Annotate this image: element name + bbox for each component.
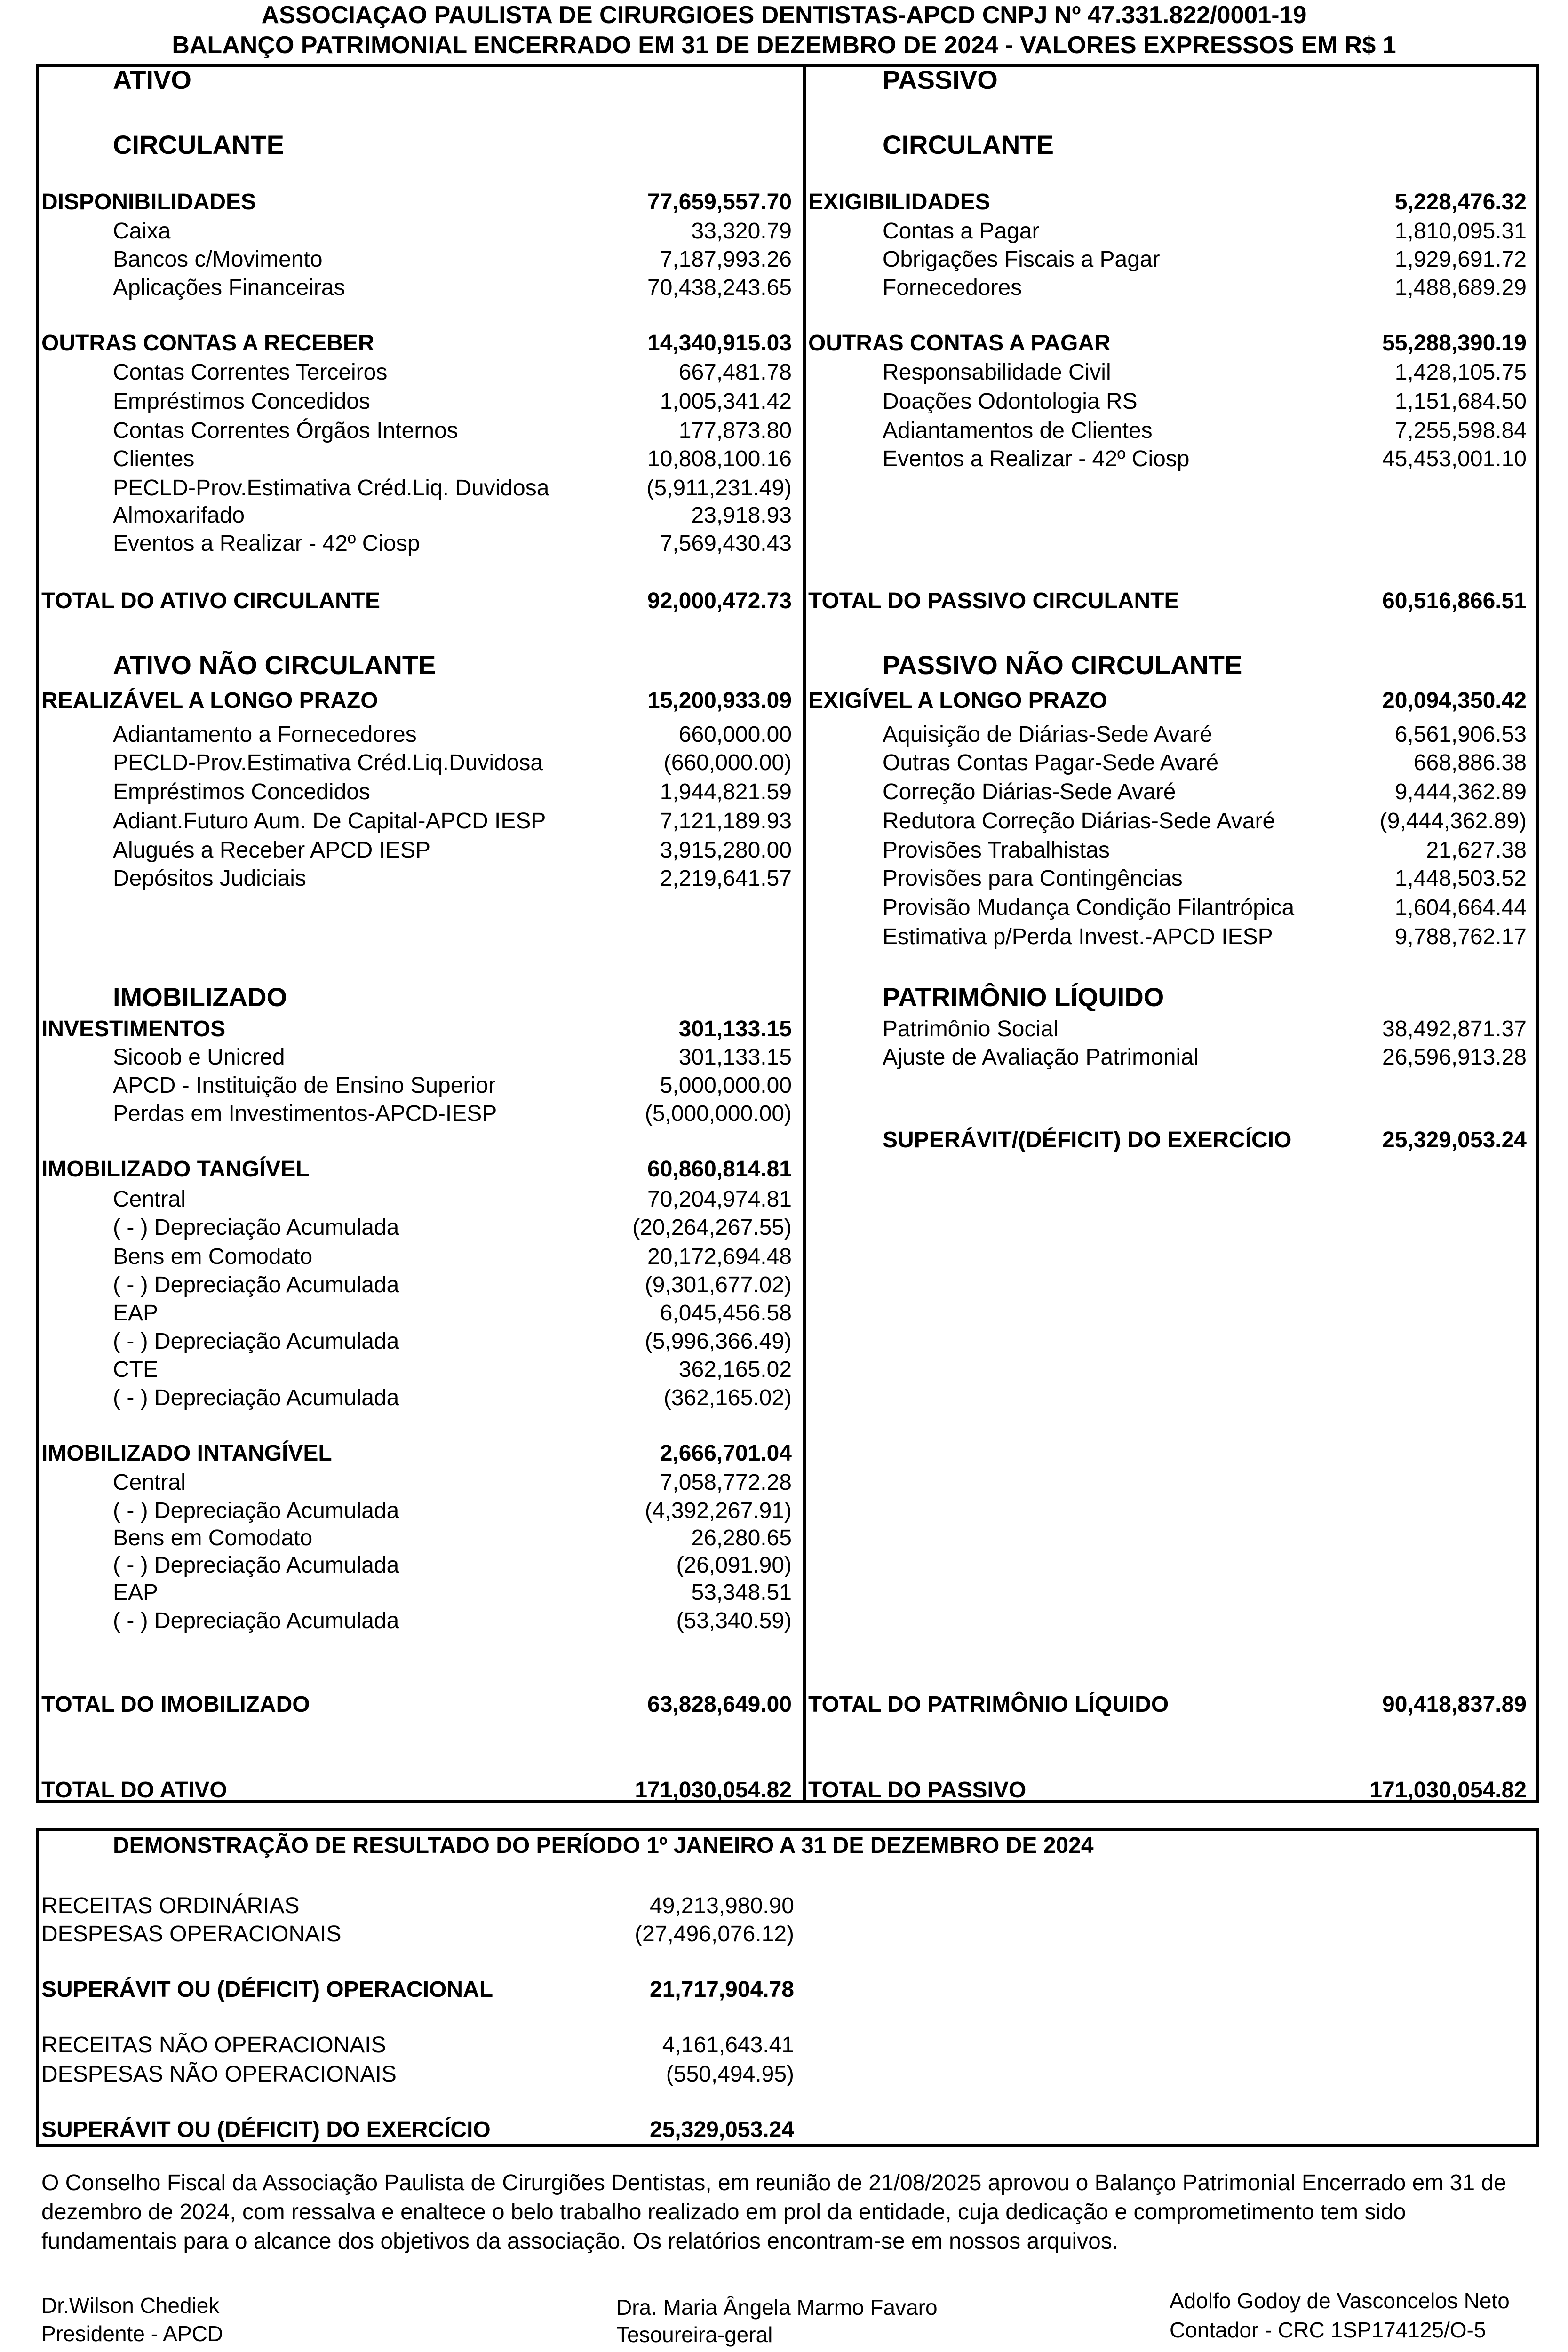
- line-item-label: Patrimônio Social: [883, 1017, 1059, 1041]
- total-ativo-circulante-value: 92,000,472.73: [647, 588, 792, 613]
- line-item-value: (5,996,366.49): [645, 1329, 792, 1354]
- outras-pagar-label: OUTRAS CONTAS A PAGAR: [808, 331, 1111, 356]
- line-item-label: PECLD-Prov.Estimativa Créd.Liq. Duvidosa: [113, 476, 549, 501]
- line-item-value: 70,204,974.81: [647, 1187, 792, 1212]
- line-item-value: 1,810,095.31: [1394, 219, 1527, 244]
- total-imobilizado-value: 63,828,649.00: [647, 1692, 792, 1717]
- line-item-label: Bens em Comodato: [113, 1244, 313, 1269]
- investimentos-label: INVESTIMENTOS: [41, 1017, 226, 1041]
- line-item-value: (5,911,231.49): [646, 476, 792, 501]
- line-item-label: ( - ) Depreciação Acumulada: [113, 1272, 399, 1297]
- exigivel-label: EXIGÍVEL A LONGO PRAZO: [808, 688, 1107, 713]
- dre-row-value: 21,717,904.78: [650, 1977, 794, 2002]
- line-item-value: (4,392,267.91): [645, 1498, 792, 1523]
- line-item-label: ( - ) Depreciação Acumulada: [113, 1329, 399, 1354]
- outras-pagar-value: 55,288,390.19: [1382, 331, 1527, 356]
- superavit-value: 25,329,053.24: [1382, 1128, 1527, 1152]
- exigibilidades-value: 5,228,476.32: [1394, 190, 1527, 215]
- line-item-label: Empréstimos Concedidos: [113, 779, 370, 804]
- line-item-label: Adiant.Futuro Aum. De Capital-APCD IESP: [113, 809, 546, 834]
- line-item-value: 7,255,598.84: [1394, 418, 1527, 443]
- total-ativo-label: TOTAL DO ATIVO: [41, 1778, 227, 1803]
- line-item-value: 1,604,664.44: [1394, 895, 1527, 920]
- line-item-label: Caixa: [113, 219, 171, 244]
- line-item-value: 9,788,762.17: [1394, 924, 1527, 949]
- line-item-label: Bancos c/Movimento: [113, 247, 323, 272]
- line-item-value: 1,448,503.52: [1394, 866, 1527, 891]
- intangivel-label: IMOBILIZADO INTANGÍVEL: [41, 1441, 332, 1466]
- investimentos-value: 301,133.15: [678, 1017, 792, 1041]
- line-item-label: Bens em Comodato: [113, 1526, 313, 1550]
- line-item-value: (53,340.59): [676, 1608, 792, 1633]
- total-ativo-circulante-label: TOTAL DO ATIVO CIRCULANTE: [41, 588, 380, 613]
- line-item-value: (362,165.02): [663, 1385, 792, 1410]
- line-item-value: 6,045,456.58: [660, 1301, 792, 1326]
- line-item-value: 23,918.93: [691, 503, 792, 528]
- line-item-label: Empréstimos Concedidos: [113, 389, 370, 414]
- line-item-label: Adiantamento a Fornecedores: [113, 722, 417, 747]
- disponibilidades-value: 77,659,557.70: [647, 190, 792, 215]
- line-item-label: Contas Correntes Terceiros: [113, 360, 388, 385]
- dre-row-value: (27,496,076.12): [635, 1922, 794, 1947]
- line-item-label: ( - ) Depreciação Acumulada: [113, 1215, 399, 1240]
- line-item-value: 7,058,772.28: [660, 1470, 792, 1495]
- line-item-value: 70,438,243.65: [647, 275, 792, 300]
- line-item-value: 1,929,691.72: [1394, 247, 1527, 272]
- line-item-value: 21,627.38: [1426, 838, 1527, 863]
- dre-row-label: DESPESAS NÃO OPERACIONAIS: [41, 2062, 397, 2087]
- line-item-value: 38,492,871.37: [1382, 1017, 1527, 1041]
- line-item-label: Responsabilidade Civil: [883, 360, 1111, 385]
- column-divider: [803, 64, 806, 1803]
- line-item-label: Central: [113, 1187, 186, 1212]
- line-item-label: Central: [113, 1470, 186, 1495]
- line-item-value: 667,481.78: [678, 360, 792, 385]
- line-item-value: 2,219,641.57: [660, 866, 792, 891]
- line-item-label: Eventos a Realizar - 42º Ciosp: [883, 446, 1190, 471]
- line-item-label: Aquisição de Diárias-Sede Avaré: [883, 722, 1212, 747]
- line-item-label: Perdas em Investimentos-APCD-IESP: [113, 1101, 497, 1126]
- line-item-label: ( - ) Depreciação Acumulada: [113, 1608, 399, 1633]
- dre-row-value: 25,329,053.24: [650, 2117, 794, 2142]
- line-item-value: 1,944,821.59: [660, 779, 792, 804]
- line-item-label: Alugués a Receber APCD IESP: [113, 838, 431, 863]
- total-passivo-circulante-label: TOTAL DO PASSIVO CIRCULANTE: [808, 588, 1179, 613]
- dre-row-label: RECEITAS ORDINÁRIAS: [41, 1893, 300, 1918]
- line-item-label: EAP: [113, 1580, 159, 1605]
- line-item-value: 7,569,430.43: [660, 531, 792, 556]
- line-item-label: Correção Diárias-Sede Avaré: [883, 779, 1176, 804]
- total-passivo-label: TOTAL DO PASSIVO: [808, 1778, 1027, 1803]
- line-item-value: 26,280.65: [691, 1526, 792, 1550]
- line-item-value: (20,264,267.55): [632, 1215, 792, 1240]
- line-item-value: 7,121,189.93: [660, 809, 792, 834]
- line-item-label: Adiantamentos de Clientes: [883, 418, 1153, 443]
- line-item-value: 1,428,105.75: [1394, 360, 1527, 385]
- outras-receber-value: 14,340,915.03: [647, 331, 792, 356]
- line-item-label: EAP: [113, 1301, 159, 1326]
- outras-receber-label: OUTRAS CONTAS A RECEBER: [41, 331, 374, 356]
- ativo-title: ATIVO: [113, 65, 191, 95]
- ativo-circulante-title: CIRCULANTE: [113, 130, 284, 159]
- line-item-label: Contas a Pagar: [883, 219, 1040, 244]
- superavit-label: SUPERÁVIT/(DÉFICIT) DO EXERCÍCIO: [883, 1128, 1292, 1152]
- line-item-value: 5,000,000.00: [660, 1073, 792, 1098]
- signature-role: Contador - CRC 1SP174125/O-5: [1170, 2318, 1486, 2342]
- intangivel-value: 2,666,701.04: [660, 1441, 792, 1466]
- line-item-value: 45,453,001.10: [1382, 446, 1527, 471]
- document-subtitle: BALANÇO PATRIMONIAL ENCERRADO EM 31 DE DEZEMBRO DE 2024 - VALORES EXPRESSOS EM R$ 1: [172, 32, 1396, 59]
- line-item-label: Outras Contas Pagar-Sede Avaré: [883, 750, 1219, 775]
- line-item-value: 3,915,280.00: [660, 838, 792, 863]
- line-item-value: 9,444,362.89: [1394, 779, 1527, 804]
- line-item-value: 7,187,993.26: [660, 247, 792, 272]
- total-pl-value: 90,418,837.89: [1382, 1692, 1527, 1717]
- dre-row-label: SUPERÁVIT OU (DÉFICIT) OPERACIONAL: [41, 1977, 493, 2002]
- dre-row-label: RECEITAS NÃO OPERACIONAIS: [41, 2033, 386, 2058]
- total-ativo-value: 171,030,054.82: [635, 1778, 792, 1803]
- dre-row-value: 49,213,980.90: [650, 1893, 794, 1918]
- line-item-value: 53,348.51: [691, 1580, 792, 1605]
- line-item-value: 668,886.38: [1413, 750, 1527, 775]
- signature-name: Dr.Wilson Chediek: [41, 2293, 220, 2318]
- line-item-value: (5,000,000.00): [645, 1101, 792, 1126]
- patrimonio-liquido-title: PATRIMÔNIO LÍQUIDO: [883, 982, 1164, 1012]
- realizavel-label: REALIZÁVEL A LONGO PRAZO: [41, 688, 378, 713]
- line-item-label: Provisão Mudança Condição Filantrópica: [883, 895, 1295, 920]
- line-item-label: Aplicações Financeiras: [113, 275, 345, 300]
- line-item-label: PECLD-Prov.Estimativa Créd.Liq.Duvidosa: [113, 750, 543, 775]
- line-item-label: Provisões para Contingências: [883, 866, 1183, 891]
- line-item-value: (26,091.90): [676, 1553, 792, 1578]
- realizavel-value: 15,200,933.09: [647, 688, 792, 713]
- line-item-label: Ajuste de Avaliação Patrimonial: [883, 1045, 1199, 1070]
- line-item-label: Doações Odontologia RS: [883, 389, 1138, 414]
- line-item-label: ( - ) Depreciação Acumulada: [113, 1498, 399, 1523]
- signature-role: Tesoureira-geral: [616, 2322, 773, 2347]
- exigivel-value: 20,094,350.42: [1382, 688, 1527, 713]
- line-item-label: CTE: [113, 1357, 158, 1382]
- income-statement-title: DEMONSTRAÇÃO DE RESULTADO DO PERÍODO 1º JANEIRO A 31 DE DEZEMBRO DE 2024: [113, 1833, 1094, 1858]
- line-item-value: (9,444,362.89): [1379, 809, 1527, 834]
- line-item-value: 33,320.79: [691, 219, 792, 244]
- total-passivo-circulante-value: 60,516,866.51: [1382, 588, 1527, 613]
- line-item-label: Eventos a Realizar - 42º Ciosp: [113, 531, 420, 556]
- exigibilidades-label: EXIGIBILIDADES: [808, 190, 990, 215]
- line-item-label: Provisões Trabalhistas: [883, 838, 1110, 863]
- fiscal-council-note: O Conselho Fiscal da Associação Paulista de Cirurgiões Dentistas, em reunião de 21/08/2025 aprovou o Balanço Patrimonial Encerrado em 31 de dezembro de 2024, com ressalva e enaltece o belo trabalho realizado em prol da entidade, cuja dedicação e comprometimento tem sido fundamentais para o alcance dos objetivos da associação. Os relatórios encontram-se em nossos arquivos.: [41, 2170, 1506, 2254]
- line-item-label: Estimativa p/Perda Invest.-APCD IESP: [883, 924, 1273, 949]
- dre-row-value: (550,494.95): [666, 2062, 794, 2087]
- disponibilidades-label: DISPONIBILIDADES: [41, 190, 256, 215]
- passivo-title: PASSIVO: [883, 65, 998, 95]
- line-item-label: Sicoob e Unicred: [113, 1045, 285, 1070]
- line-item-value: (660,000.00): [663, 750, 792, 775]
- line-item-value: 660,000.00: [678, 722, 792, 747]
- line-item-label: APCD - Instituição de Ensino Superior: [113, 1073, 496, 1098]
- dre-row-label: DESPESAS OPERACIONAIS: [41, 1922, 342, 1947]
- document-title: ASSOCIAÇAO PAULISTA DE CIRURGIOES DENTISTAS-APCD CNPJ Nº 47.331.822/0001-19: [261, 1, 1307, 29]
- line-item-label: Depósitos Judiciais: [113, 866, 306, 891]
- signature-role: Presidente - APCD: [41, 2321, 223, 2346]
- line-item-value: 301,133.15: [678, 1045, 792, 1070]
- line-item-label: Almoxarifado: [113, 503, 245, 528]
- imobilizado-title: IMOBILIZADO: [113, 982, 287, 1012]
- line-item-value: 1,151,684.50: [1394, 389, 1527, 414]
- line-item-value: 6,561,906.53: [1394, 722, 1527, 747]
- line-item-label: ( - ) Depreciação Acumulada: [113, 1553, 399, 1578]
- line-item-value: 1,005,341.42: [660, 389, 792, 414]
- line-item-label: Redutora Correção Diárias-Sede Avaré: [883, 809, 1275, 834]
- signature-name: Dra. Maria Ângela Marmo Favaro: [616, 2295, 938, 2320]
- line-item-label: ( - ) Depreciação Acumulada: [113, 1385, 399, 1410]
- ativo-nao-circulante-title: ATIVO NÃO CIRCULANTE: [113, 650, 436, 680]
- total-imobilizado-label: TOTAL DO IMOBILIZADO: [41, 1692, 310, 1717]
- total-pl-label: TOTAL DO PATRIMÔNIO LÍQUIDO: [808, 1692, 1169, 1717]
- line-item-value: 177,873.80: [678, 418, 792, 443]
- line-item-value: 20,172,694.48: [647, 1244, 792, 1269]
- line-item-value: 26,596,913.28: [1382, 1045, 1527, 1070]
- total-passivo-value: 171,030,054.82: [1369, 1778, 1527, 1803]
- line-item-label: Contas Correntes Órgãos Internos: [113, 418, 458, 443]
- dre-row-label: SUPERÁVIT OU (DÉFICIT) DO EXERCÍCIO: [41, 2117, 491, 2142]
- line-item-value: 1,488,689.29: [1394, 275, 1527, 300]
- signature-name: Adolfo Godoy de Vasconcelos Neto: [1170, 2288, 1510, 2313]
- tangivel-value: 60,860,814.81: [647, 1157, 792, 1182]
- line-item-label: Fornecedores: [883, 275, 1022, 300]
- dre-row-value: 4,161,643.41: [662, 2033, 794, 2058]
- line-item-value: 362,165.02: [678, 1357, 792, 1382]
- line-item-label: Obrigações Fiscais a Pagar: [883, 247, 1160, 272]
- passivo-circulante-title: CIRCULANTE: [883, 130, 1054, 159]
- tangivel-label: IMOBILIZADO TANGÍVEL: [41, 1157, 310, 1182]
- line-item-value: 10,808,100.16: [647, 446, 792, 471]
- passivo-nao-circulante-title: PASSIVO NÃO CIRCULANTE: [883, 650, 1242, 680]
- line-item-value: (9,301,677.02): [645, 1272, 792, 1297]
- line-item-label: Clientes: [113, 446, 195, 471]
